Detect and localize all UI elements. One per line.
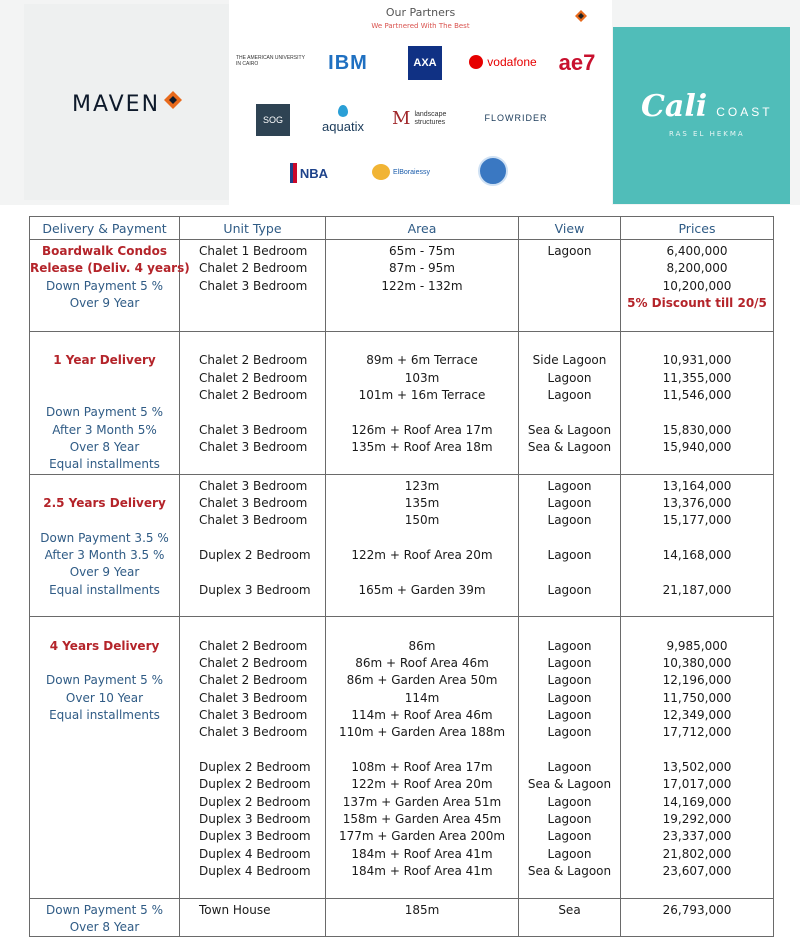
view-cell-line xyxy=(519,880,620,897)
unit-type-cell-line: Chalet 3 Bedroom xyxy=(199,690,308,705)
unit-type-cell-line: Chalet 2 Bedroom xyxy=(199,370,308,385)
landscape-structures-logo: M landscape structures xyxy=(392,108,447,129)
price-cell-line: 26,793,000 xyxy=(662,902,732,917)
elboraiessy-logo: ElBoraiessy xyxy=(366,162,436,182)
area-cell-line: 184m + Roof Area 41m xyxy=(351,863,493,878)
maven-mini-diamond-icon xyxy=(575,10,587,22)
price-cell-line: 21,802,000 xyxy=(662,846,732,861)
view-cell xyxy=(519,617,621,898)
area-cell-line: 126m + Roof Area 17m xyxy=(351,422,493,437)
area-cell xyxy=(326,617,519,898)
unit-type-cell-line xyxy=(180,564,325,581)
delivery-payment-cell-line xyxy=(30,478,179,495)
view-cell-line: Lagoon xyxy=(547,725,592,740)
view-cell xyxy=(519,240,621,332)
price-cell-line: 10,931,000 xyxy=(662,353,732,368)
area-cell-line: 123m xyxy=(404,478,440,493)
unit-type-cell-line: Chalet 2 Bedroom xyxy=(199,673,308,688)
price-cell-line: 17,017,000 xyxy=(662,777,732,792)
area-cell xyxy=(326,332,519,475)
table-header-row xyxy=(30,217,774,240)
delivery-payment-cell xyxy=(30,332,180,475)
delivery-payment-cell-line: 2.5 Years Delivery xyxy=(43,495,166,510)
table-body xyxy=(30,240,774,937)
price-cell-line: 9,985,000 xyxy=(666,638,728,653)
price-cell-line: 17,712,000 xyxy=(662,725,732,740)
delivery-payment-cell xyxy=(30,474,180,617)
price-cell-line: 13,376,000 xyxy=(662,495,732,510)
maven-diamond-icon xyxy=(163,90,183,110)
unit-type-cell-line: Duplex 3 Bedroom xyxy=(199,582,311,597)
ae7-logo: ae7 xyxy=(558,50,596,75)
delivery-payment-cell-line: Down Payment 3.5 % xyxy=(40,530,169,545)
unit-type-cell-line: Duplex 4 Bedroom xyxy=(199,846,311,861)
delivery-payment-cell-line: After 3 Month 3.5 % xyxy=(44,547,165,562)
round-partner-logo xyxy=(478,156,508,186)
area-cell xyxy=(326,474,519,617)
area-cell-line: 122m - 132m xyxy=(381,278,463,293)
price-cell-line: 14,168,000 xyxy=(662,547,732,562)
header-prices: Prices xyxy=(621,217,774,240)
view-cell-line: Lagoon xyxy=(547,690,592,705)
delivery-payment-cell-line: Over 8 Year xyxy=(69,439,140,454)
unit-type-cell xyxy=(180,617,326,898)
view-cell-line: Lagoon xyxy=(547,370,592,385)
unit-type-cell-line xyxy=(180,456,325,473)
price-cell-line: 12,196,000 xyxy=(662,673,732,688)
price-cell xyxy=(621,240,774,332)
area-cell-line xyxy=(326,564,518,581)
price-cell-line xyxy=(621,564,773,581)
delivery-payment-cell xyxy=(30,898,180,937)
ibm-logo: IBM xyxy=(328,51,368,74)
unit-type-cell-line xyxy=(180,530,325,547)
area-cell-line: 87m - 95m xyxy=(389,261,455,276)
unit-type-cell-line: Chalet 2 Bedroom xyxy=(199,638,308,653)
view-cell-line: Lagoon xyxy=(547,707,592,722)
view-cell-line: Sea & Lagoon xyxy=(527,439,612,454)
delivery-payment-cell-line: 1 Year Delivery xyxy=(53,353,156,368)
cali-word: Cali xyxy=(641,89,708,124)
view-cell-line xyxy=(519,295,620,312)
price-cell-line: 15,940,000 xyxy=(662,439,732,454)
delivery-payment-cell-line xyxy=(30,655,179,672)
area-cell-line: 177m + Garden Area 200m xyxy=(338,829,506,844)
area-cell-line: 86m xyxy=(408,638,436,653)
header-area: Area xyxy=(326,217,519,240)
unit-type-cell-line: Duplex 3 Bedroom xyxy=(199,811,311,826)
view-cell xyxy=(519,332,621,475)
price-cell-line: 11,546,000 xyxy=(662,387,732,402)
price-cell-line xyxy=(621,456,773,473)
unit-type-cell-line xyxy=(180,295,325,312)
unit-type-cell-line xyxy=(180,880,325,897)
view-cell-line: Lagoon xyxy=(547,673,592,688)
view-cell-line: Lagoon xyxy=(547,829,592,844)
view-cell xyxy=(519,474,621,617)
price-cell xyxy=(621,332,774,475)
unit-type-cell xyxy=(180,240,326,332)
area-cell-line: 135m + Roof Area 18m xyxy=(351,439,493,454)
view-cell-line: Lagoon xyxy=(547,387,592,402)
nba-logo: NBA xyxy=(288,160,330,186)
view-cell-line xyxy=(519,278,620,295)
area-cell-line: 185m xyxy=(404,902,440,917)
area-cell-line: 86m + Garden Area 50m xyxy=(346,673,498,688)
price-cell-line: 11,355,000 xyxy=(662,370,732,385)
area-cell xyxy=(326,240,519,332)
delivery-payment-cell-line: Over 10 Year xyxy=(65,690,144,705)
area-cell-line xyxy=(326,404,518,421)
maven-brand-text: MAVEN xyxy=(72,92,161,117)
delivery-payment-cell-line: Release (Deliv. 4 years) xyxy=(30,261,190,276)
price-cell xyxy=(621,617,774,898)
nba-silhouette-icon xyxy=(290,163,297,183)
delivery-payment-cell-line: Over 9 Year xyxy=(69,295,140,310)
maven-logo xyxy=(72,92,183,117)
area-cell-line: 150m xyxy=(404,513,440,528)
unit-type-cell-line: Chalet 2 Bedroom xyxy=(199,353,308,368)
header-view: View xyxy=(519,217,621,240)
maven-panel xyxy=(24,4,229,200)
unit-type-cell-line: Town House xyxy=(199,902,271,917)
unit-type-cell-line: Duplex 4 Bedroom xyxy=(199,863,311,878)
area-cell-line: 165m + Garden 39m xyxy=(358,582,486,597)
area-cell-line: 86m + Roof Area 46m xyxy=(355,655,489,670)
unit-type-cell xyxy=(180,898,326,937)
view-cell-line: Lagoon xyxy=(547,846,592,861)
partners-title: Our Partners xyxy=(385,6,456,19)
area-cell-line: 103m xyxy=(404,370,440,385)
unit-type-cell xyxy=(180,332,326,475)
area-cell-line: 110m + Garden Area 188m xyxy=(338,725,506,740)
view-cell-line xyxy=(519,260,620,277)
area-cell-line xyxy=(326,295,518,312)
delivery-payment-cell-line xyxy=(30,599,179,616)
delivery-payment-cell-line xyxy=(30,512,179,529)
delivery-payment-cell-line: Equal installments xyxy=(49,582,160,597)
view-cell-line: Lagoon xyxy=(547,794,592,809)
unit-type-cell xyxy=(180,474,326,617)
view-cell-line: Lagoon xyxy=(547,582,592,597)
elboraiessy-emblem-icon xyxy=(372,164,390,180)
unit-type-cell-line xyxy=(180,919,325,936)
unit-type-cell-line: Chalet 3 Bedroom xyxy=(199,278,308,293)
delivery-payment-cell-line xyxy=(30,335,179,352)
area-cell-line: 114m + Roof Area 46m xyxy=(351,707,493,722)
area-cell-line: 184m + Roof Area 41m xyxy=(351,846,493,861)
delivery-payment-cell-line xyxy=(30,387,179,404)
view-cell-line xyxy=(519,456,620,473)
delivery-payment-cell-line: After 3 Month 5% xyxy=(52,422,157,437)
delivery-payment-cell-line xyxy=(30,811,179,828)
price-cell-line: 15,177,000 xyxy=(662,513,732,528)
auc-logo: THE AMERICAN UNIVERSITY IN CAIRO xyxy=(236,55,305,67)
delivery-payment-cell-line xyxy=(30,794,179,811)
price-cell-line xyxy=(621,404,773,421)
unit-type-cell-line: Chalet 2 Bedroom xyxy=(199,655,308,670)
price-cell-line: 19,292,000 xyxy=(662,811,732,826)
unit-type-cell-line: Chalet 3 Bedroom xyxy=(199,513,308,528)
price-cell-line: 6,400,000 xyxy=(666,244,728,258)
header-unit-type: Unit Type xyxy=(180,217,326,240)
delivery-payment-cell-line: Equal installments xyxy=(49,707,160,722)
view-cell-line: Sea & Lagoon xyxy=(527,422,612,437)
delivery-payment-cell-line: Down Payment 5 % xyxy=(45,278,164,293)
area-cell-line: 158m + Garden Area 45m xyxy=(342,811,502,826)
view-cell-line xyxy=(519,742,620,759)
price-cell-line xyxy=(621,742,773,759)
delivery-payment-cell-line xyxy=(30,828,179,845)
price-cell-line xyxy=(621,530,773,547)
aquatix-logo: aquatix xyxy=(314,102,372,136)
unit-type-cell-line: Chalet 3 Bedroom xyxy=(199,725,308,740)
delivery-payment-cell-line: Boardwalk Condos xyxy=(41,244,168,258)
view-cell-line xyxy=(519,620,620,637)
unit-type-cell-line: Duplex 2 Bedroom xyxy=(199,777,311,792)
area-cell-line xyxy=(326,919,518,936)
area-cell-line: 137m + Garden Area 51m xyxy=(342,794,502,809)
view-cell-line: Side Lagoon xyxy=(532,353,607,368)
table-section-row xyxy=(30,332,774,475)
price-cell-line: 10,200,000 xyxy=(662,278,732,293)
price-cell-line xyxy=(621,880,773,897)
price-cell-line xyxy=(621,599,773,616)
view-cell-line xyxy=(519,564,620,581)
area-cell-line xyxy=(326,335,518,352)
view-cell-line: Lagoon xyxy=(547,513,592,528)
delivery-payment-cell-line: Over 8 Year xyxy=(69,919,140,934)
header-banner xyxy=(0,0,800,205)
delivery-payment-cell-line xyxy=(30,620,179,637)
delivery-payment-cell-line xyxy=(30,724,179,741)
axa-logo: AXA xyxy=(408,46,442,80)
price-cell xyxy=(621,474,774,617)
unit-type-cell-line xyxy=(180,335,325,352)
price-cell-line: 5% Discount till 20/5 xyxy=(627,295,767,310)
delivery-payment-cell-line xyxy=(30,863,179,880)
cali-coast-logo xyxy=(641,89,773,124)
price-cell-line xyxy=(621,919,773,936)
delivery-payment-cell-line xyxy=(30,742,179,759)
area-cell-line: 65m - 75m xyxy=(389,244,455,258)
price-cell-line: 23,607,000 xyxy=(662,863,732,878)
area-cell xyxy=(326,898,519,937)
view-cell-line: Lagoon xyxy=(547,655,592,670)
view-cell-line: Lagoon xyxy=(547,759,592,774)
unit-type-cell-line: Chalet 1 Bedroom xyxy=(199,244,308,258)
price-cell xyxy=(621,898,774,937)
view-cell-line: Lagoon xyxy=(547,495,592,510)
price-cell-line: 11,750,000 xyxy=(662,690,732,705)
view-cell-line: Lagoon xyxy=(547,811,592,826)
water-drop-icon xyxy=(338,105,348,117)
delivery-payment-cell xyxy=(30,240,190,332)
view-cell-line: Lagoon xyxy=(547,547,592,562)
unit-type-cell-line xyxy=(180,404,325,421)
cali-location: RAS EL HEKMA xyxy=(669,130,745,138)
price-cell-line: 12,349,000 xyxy=(662,707,732,722)
view-cell-line: Lagoon xyxy=(547,638,592,653)
area-cell-line: 135m xyxy=(404,495,440,510)
delivery-payment-cell-line: Equal installments xyxy=(49,457,160,472)
unit-type-cell-line: Duplex 3 Bedroom xyxy=(199,829,311,844)
unit-type-cell-line: Chalet 3 Bedroom xyxy=(199,478,308,493)
unit-type-cell-line: Chalet 3 Bedroom xyxy=(199,707,308,722)
table-section-row xyxy=(30,474,774,617)
area-cell-line: 89m + 6m Terrace xyxy=(366,353,478,368)
unit-type-cell-line xyxy=(180,599,325,616)
area-cell-line: 101m + 16m Terrace xyxy=(358,387,486,402)
view-cell-line: Sea xyxy=(558,902,581,917)
unit-type-cell-line xyxy=(180,620,325,637)
price-cell-line: 8,200,000 xyxy=(666,261,728,276)
view-cell-line: Lagoon xyxy=(547,244,592,258)
vodafone-dot-icon xyxy=(469,55,483,69)
area-cell-line xyxy=(326,599,518,616)
unit-type-cell-line: Chalet 3 Bedroom xyxy=(199,439,308,454)
price-cell-line: 21,187,000 xyxy=(662,582,732,597)
unit-type-cell-line xyxy=(180,742,325,759)
unit-type-cell-line: Chalet 3 Bedroom xyxy=(199,495,308,510)
view-cell-line: Sea & Lagoon xyxy=(527,863,612,878)
view-cell-line: Sea & Lagoon xyxy=(527,777,612,792)
unit-type-cell-line: Chalet 2 Bedroom xyxy=(199,387,308,402)
price-cell-line: 10,380,000 xyxy=(662,655,732,670)
unit-type-cell-line: Chalet 3 Bedroom xyxy=(199,422,308,437)
partners-subtitle: We Partnered With The Best xyxy=(371,22,470,30)
delivery-payment-cell-line xyxy=(30,370,179,387)
unit-type-cell-line: Chalet 2 Bedroom xyxy=(199,261,308,276)
area-cell-line xyxy=(326,456,518,473)
delivery-payment-cell-line: Down Payment 5 % xyxy=(45,902,164,917)
unit-type-cell-line: Duplex 2 Bedroom xyxy=(199,759,311,774)
price-cell-line: 23,337,000 xyxy=(662,829,732,844)
area-cell-line: 122m + Roof Area 20m xyxy=(351,547,493,562)
unit-type-cell-line: Duplex 2 Bedroom xyxy=(199,794,311,809)
view-cell-line xyxy=(519,919,620,936)
view-cell-line xyxy=(519,335,620,352)
delivery-payment-cell-line: Over 9 Year xyxy=(69,565,140,580)
delivery-payment-cell-line: Down Payment 5 % xyxy=(45,405,164,420)
delivery-payment-cell-line: 4 Years Delivery xyxy=(49,638,160,653)
header-delivery-payment: Delivery & Payment xyxy=(30,217,180,240)
vodafone-logo: vodafone xyxy=(466,52,540,72)
price-cell-line xyxy=(621,620,773,637)
delivery-payment-cell-line xyxy=(30,759,179,776)
table-section-row xyxy=(30,240,774,332)
view-cell xyxy=(519,898,621,937)
area-cell-line: 122m + Roof Area 20m xyxy=(351,777,493,792)
delivery-payment-cell-line xyxy=(30,776,179,793)
area-cell-line xyxy=(326,742,518,759)
delivery-payment-cell-line xyxy=(30,846,179,863)
delivery-payment-cell-line: Down Payment 5 % xyxy=(45,673,164,688)
area-cell-line xyxy=(326,620,518,637)
table-section-row xyxy=(30,898,774,937)
area-cell-line xyxy=(326,880,518,897)
table-section-row xyxy=(30,617,774,898)
sog-logo: SOG xyxy=(256,104,290,136)
pricing-table xyxy=(29,216,774,937)
pricing-table-container xyxy=(29,216,773,937)
view-cell-line xyxy=(519,404,620,421)
delivery-payment-cell-line xyxy=(30,880,179,897)
area-cell-line: 114m xyxy=(404,690,440,705)
view-cell-line: Lagoon xyxy=(547,478,592,493)
price-cell-line: 15,830,000 xyxy=(662,422,732,437)
area-cell-line xyxy=(326,530,518,547)
unit-type-cell-line: Duplex 2 Bedroom xyxy=(199,547,311,562)
price-cell-line: 13,502,000 xyxy=(662,759,732,774)
view-cell-line xyxy=(519,599,620,616)
area-cell-line: 108m + Roof Area 17m xyxy=(351,759,493,774)
price-cell-line: 14,169,000 xyxy=(662,794,732,809)
flowrider-logo: FLOWRIDER xyxy=(484,113,548,123)
cali-coast-panel xyxy=(613,27,790,204)
delivery-payment-cell xyxy=(30,617,180,898)
price-cell-line: 13,164,000 xyxy=(662,478,732,493)
price-cell-line xyxy=(621,335,773,352)
coast-word: COAST xyxy=(716,105,773,119)
view-cell-line xyxy=(519,530,620,547)
